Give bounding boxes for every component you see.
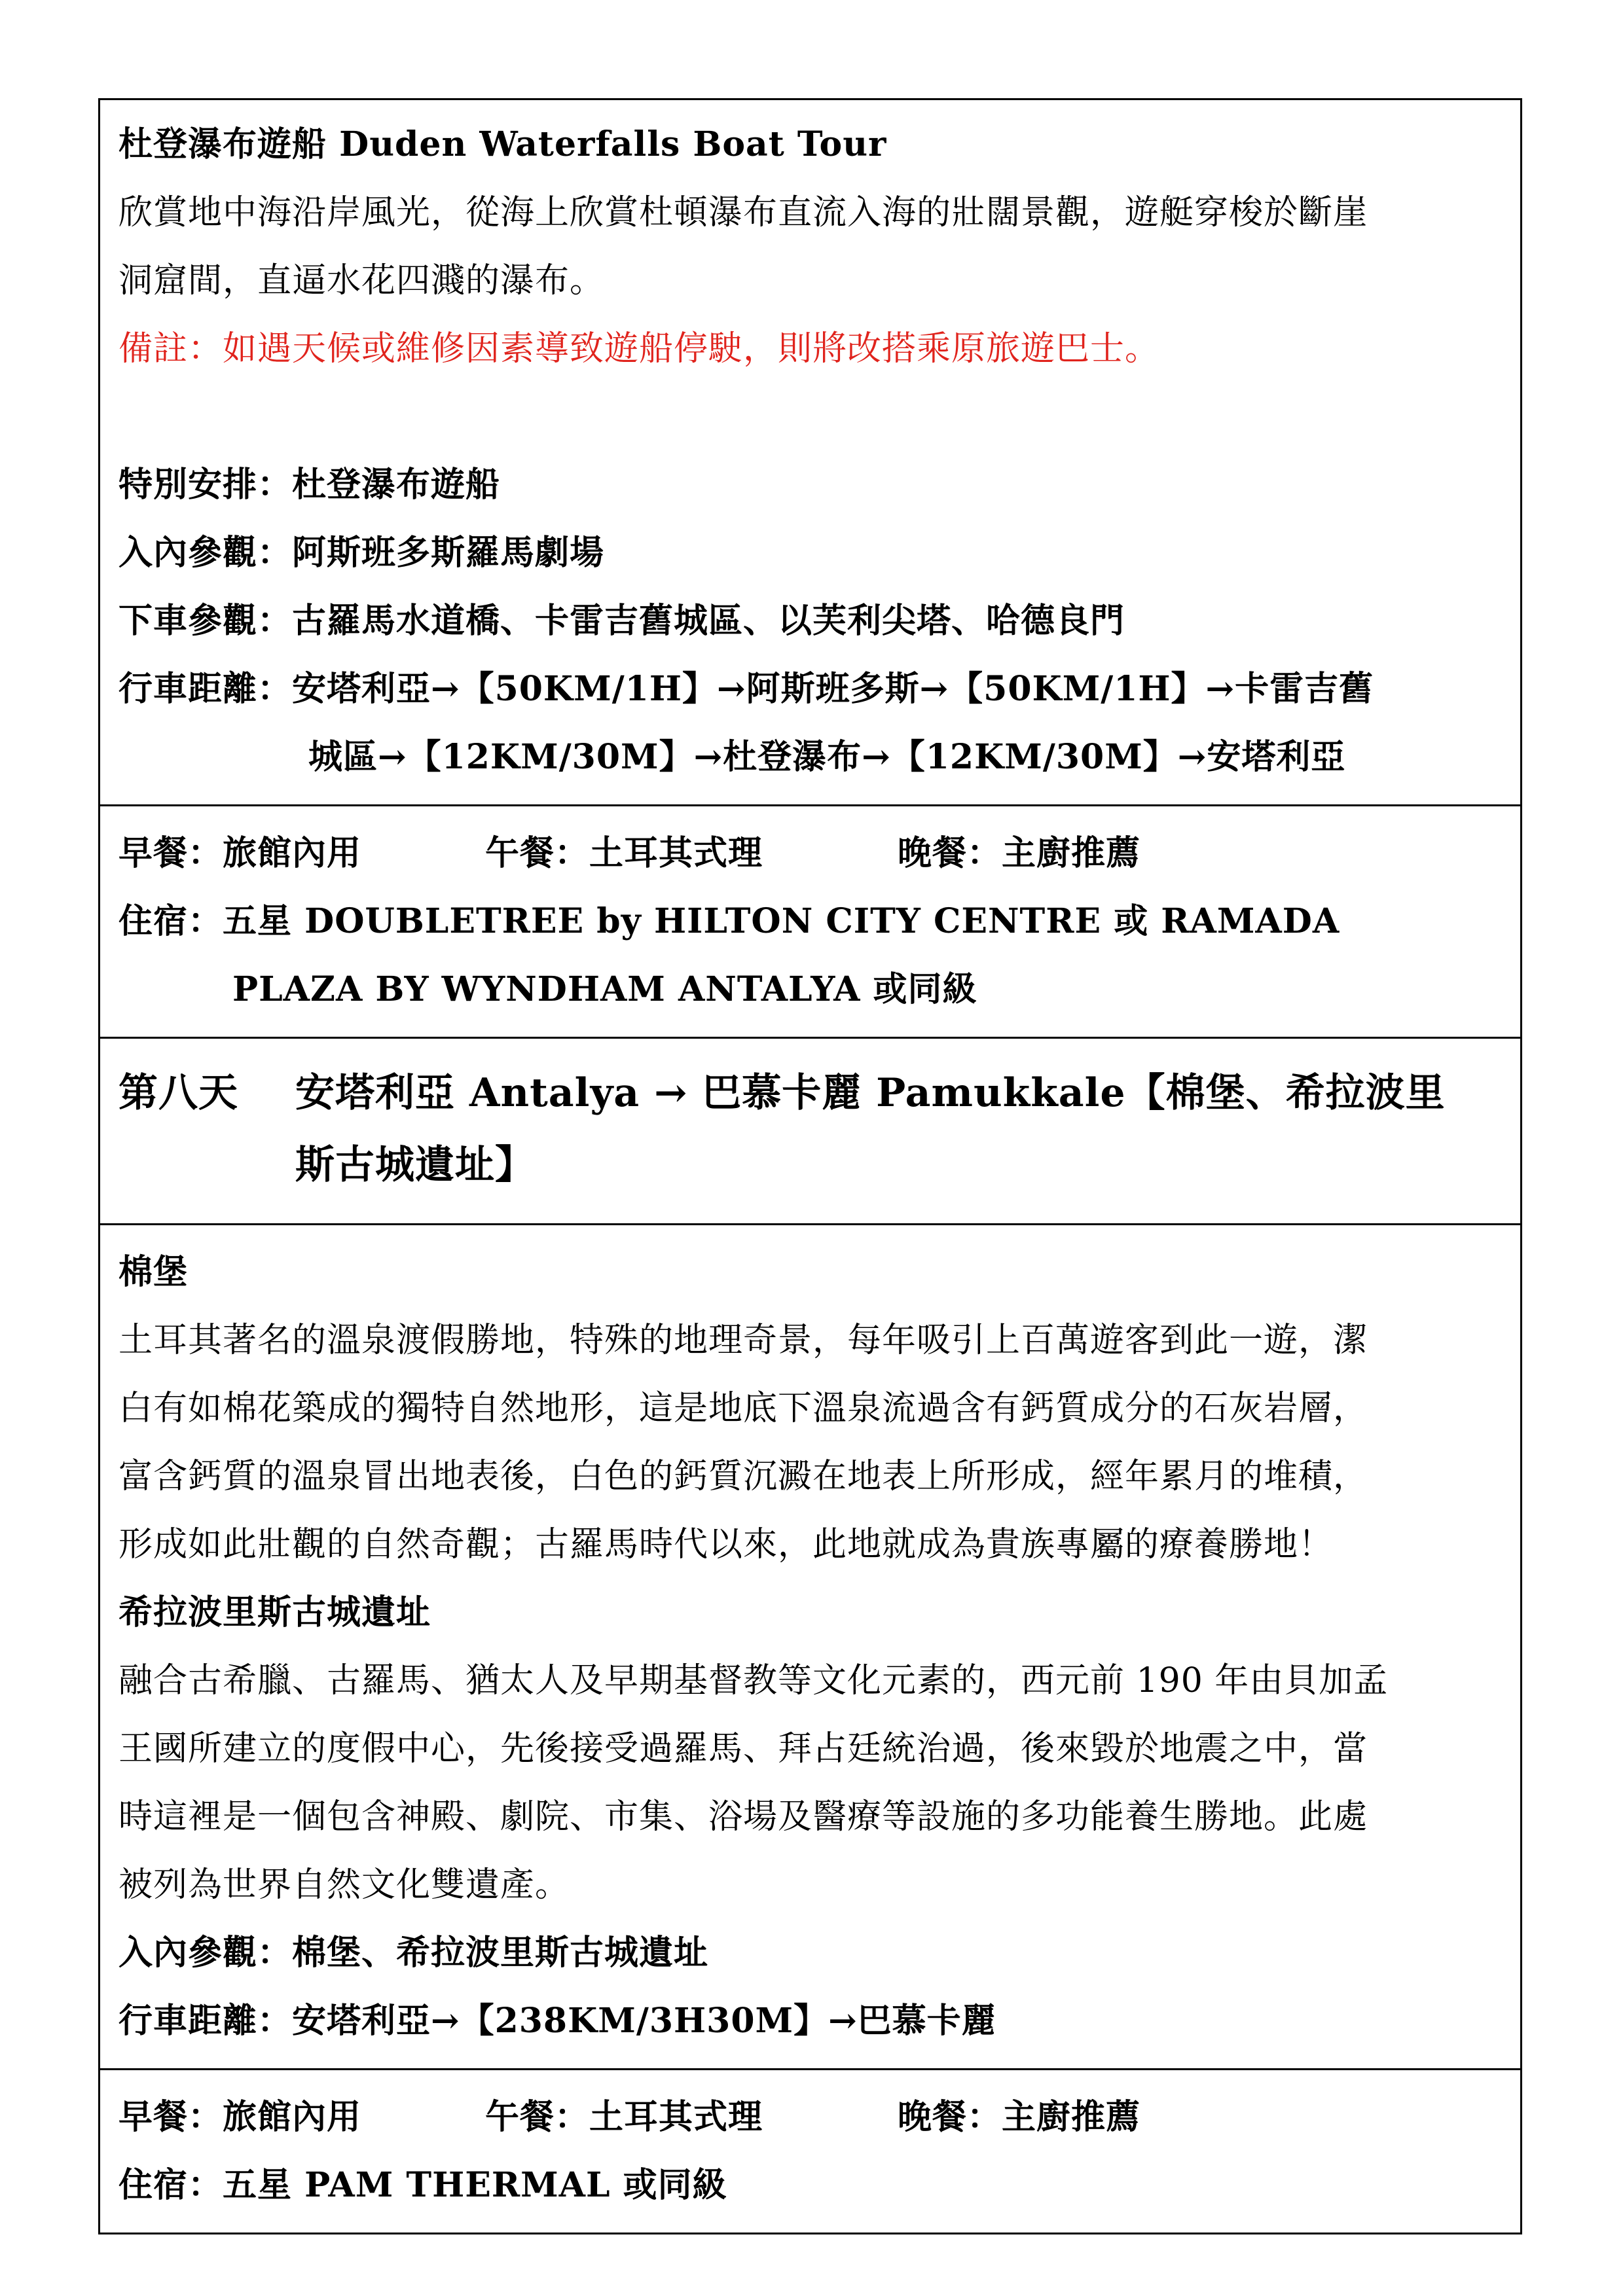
description-line: 土耳其著名的溫泉渡假勝地，特殊的地理奇景，每年吸引上百萬遊客到此一遊，潔 — [119, 1321, 1368, 1360]
day-label: 第八天 — [119, 1070, 238, 1116]
dinner: 晚餐：主廚推薦 — [898, 2097, 1141, 2137]
description-line: 被列為世界自然文化雙遺產。 — [119, 1865, 570, 1905]
spacer — [119, 383, 1501, 451]
description-line: 王國所建立的度假中心，先後接受過羅馬、拜占廷統治過，後來毀於地震之中，當 — [119, 1729, 1368, 1768]
driving-distance: 行車距離：安塔利亞→【238KM/3H30M】→巴慕卡麗 — [119, 2001, 996, 2041]
outside-visit: 下車參觀：古羅馬水道橋、卡雷吉舊城區、以芙利尖塔、哈德良門 — [119, 601, 1125, 641]
remark-note: 備註：如遇天候或維修因素導致遊船停駛，則將改搭乘原旅遊巴士。 — [119, 329, 1160, 368]
breakfast: 早餐：旅館內用 — [119, 833, 362, 873]
description-line: 形成如此壯觀的自然奇觀；古羅馬時代以來，此地就成為貴族專屬的療養勝地！ — [119, 1525, 1334, 1564]
meals-row — [119, 2083, 1501, 2151]
description-line: 融合古希臘、古羅馬、猶太人及早期基督教等文化元素的，西元前 190 年由貝加孟 — [119, 1661, 1389, 1700]
breakfast: 早餐：旅館內用 — [119, 2097, 362, 2137]
section-day-header — [100, 1037, 1520, 1223]
hotel: 住宿：五星 DOUBLETREE by HILTON CITY CENTRE 或 RAMADA — [119, 901, 1340, 941]
hotel-cont: PLAZA BY WYNDHAM ANTALYA 或同級 — [232, 969, 977, 1009]
inside-visit: 入內參觀：棉堡、希拉波里斯古城遺址 — [119, 1933, 709, 1973]
description-line: 時這裡是一個包含神殿、劇院、市集、浴場及醫療等設施的多功能養生勝地。此處 — [119, 1797, 1368, 1837]
description-line: 富含鈣質的溫泉冒出地表後，白色的鈣質沉澱在地表上所形成，經年累月的堆積， — [119, 1457, 1368, 1496]
meals-row — [119, 819, 1501, 888]
day-route: 安塔利亞 Antalya → 巴慕卡麗 Pamukkale【棉堡、希拉波里 — [295, 1070, 1446, 1116]
description-line: 欣賞地中海沿岸風光，從海上欣賞杜頓瀑布直流入海的壯闊景觀，遊艇穿梭於斷崖 — [119, 193, 1368, 232]
itinerary-table — [98, 98, 1522, 2234]
section-title: 希拉波里斯古城遺址 — [119, 1592, 431, 1632]
driving-distance-cont: 城區→【12KM/30M】→杜登瀑布→【12KM/30M】→安塔利亞 — [308, 737, 1346, 777]
description-line: 白有如棉花築成的獨特自然地形，這是地底下溫泉流過含有鈣質成分的石灰岩層， — [119, 1389, 1368, 1428]
section-title: 杜登瀑布遊船 Duden Waterfalls Boat Tour — [119, 124, 887, 164]
special-arrangement: 特別安排：杜登瀑布遊船 — [119, 465, 501, 505]
section-duden-boat-tour — [100, 100, 1520, 804]
section-title: 棉堡 — [119, 1252, 189, 1292]
day-title — [119, 1057, 1501, 1129]
dinner: 晚餐：主廚推薦 — [898, 833, 1141, 873]
lunch: 午餐：土耳其式理 — [485, 2097, 763, 2137]
section-meals-hotel-1 — [100, 804, 1520, 1037]
section-pamukkale — [100, 1223, 1520, 2068]
description-line: 洞窟間，直逼水花四濺的瀑布。 — [119, 261, 605, 300]
section-meals-hotel-2 — [100, 2068, 1520, 2233]
day-route-cont: 斯古城遺址】 — [295, 1142, 535, 1188]
driving-distance: 行車距離：安塔利亞→【50KM/1H】→阿斯班多斯→【50KM/1H】→卡雷吉舊 — [119, 669, 1374, 709]
hotel: 住宿：五星 PAM THERMAL 或同級 — [119, 2165, 727, 2205]
inside-visit: 入內參觀：阿斯班多斯羅馬劇場 — [119, 533, 605, 573]
lunch: 午餐：土耳其式理 — [485, 833, 763, 873]
